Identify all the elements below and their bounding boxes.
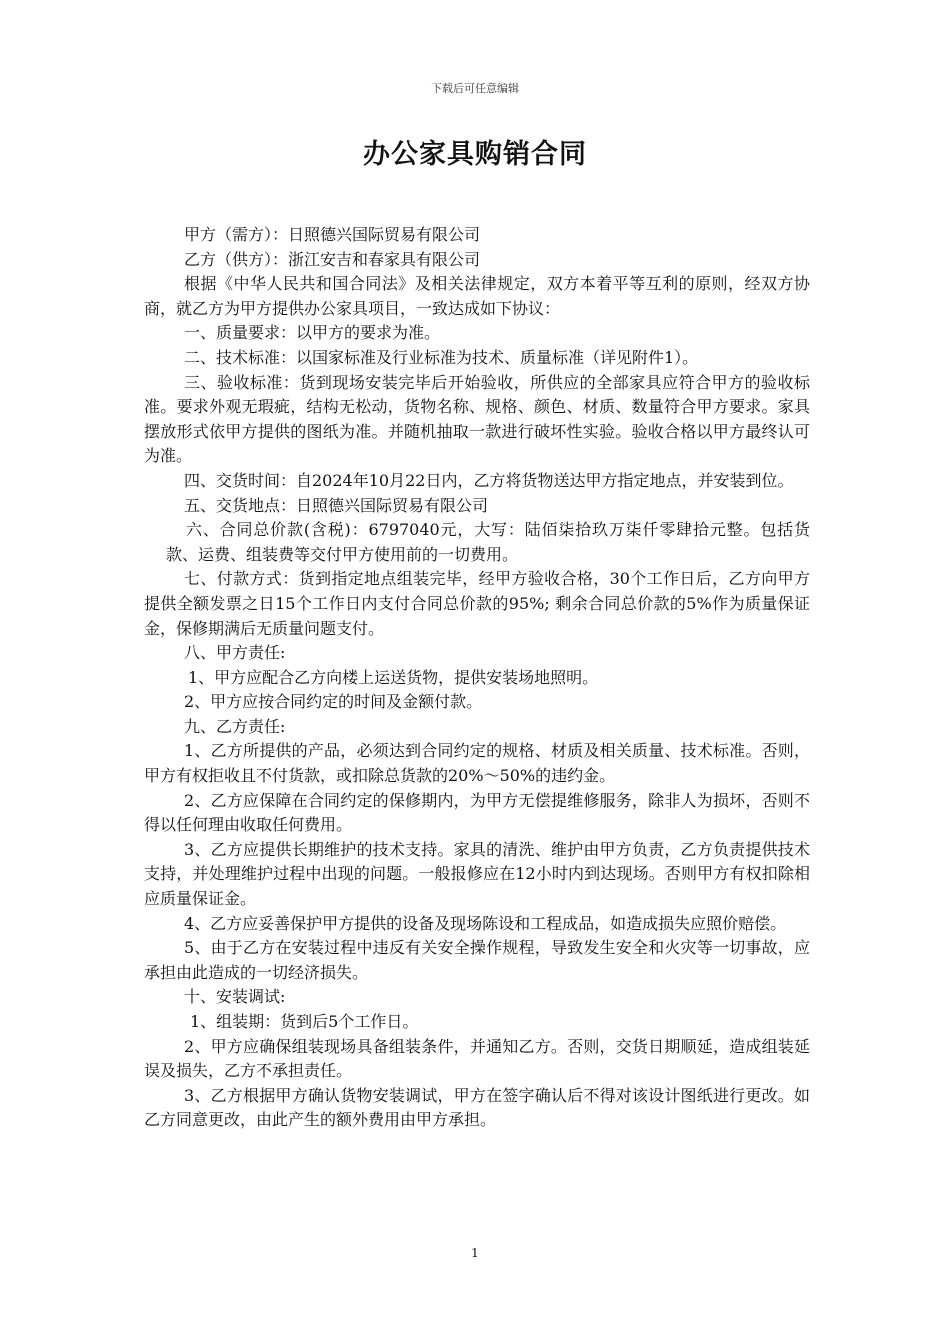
page-number: 1 [471,1246,479,1260]
clause-5-delivery-place: 五、交货地点：日照德兴国际贸易有限公司 [184,495,489,515]
clause-2-technical-standard: 二、技术标准：以国家标准及行业标准为技术、质量标准（详见附件1）。 [184,347,699,367]
clause-10-item-3: 3、乙方根据甲方确认货物安装调试，甲方在签字确认后不得对该设计图纸进行更改。如乙方同意更改，由此产生的额外费用由甲方承担。 [144,1085,810,1130]
clause-10-item-2: 2、甲方应确保组装现场具备组装条件，并通知乙方。否则，交货日期顺延，造成组装延误及损失，乙方不承担责任。 [144,1036,810,1081]
clause-4-delivery-time: 四、交货时间：自2024年10月22日内，乙方将货物送达甲方指定地点，并安装到位。 [184,470,794,490]
clause-8-item-2: 2、甲方应按合同约定的时间及金额付款。 [184,692,483,712]
clause-8-party-a-duties: 八、甲方责任: [184,643,286,663]
contract-title: 办公家具购销合同 [363,139,587,170]
clause-9-item-5: 5、由于乙方在安装过程中违反有关安全操作规程，导致发生安全和火灾等一切事故，应承担由此造成的一切经济损失。 [144,938,810,982]
clause-8-item-1: 1、甲方应配合乙方向楼上运送货物，提供安装场地照明。 [188,667,599,687]
clause-9-item-1: 1、乙方所提供的产品，必须达到合同约定的规格、材质及相关质量、技术标准。否则，甲方有权拒收且不付货款，或扣除总货款的20%～50%的违约金。 [144,741,810,786]
clause-10-item-1: 1、组装期：货到后5个工作日。 [190,1012,419,1031]
header-note: 下载后可任意编辑 [431,82,519,95]
party-a: 甲方（需方）：日照德兴国际贸易有限公司 [184,225,481,244]
clause-9-party-b-duties: 九、乙方责任: [184,716,286,736]
clause-3-acceptance: 三、验收标准：货到现场安装完毕后开始验收，所供应的全部家具应符合甲方的验收标准。要求外观无瑕疵，结构无松动，货物名称、规格、颜色、材质、数量符合甲方要求。家具摆放形式依甲方提供的图纸为准。并随机抽取一款进行破坏性实验。验收合格以甲方最终认可为准。 [144,372,810,466]
clause-7-payment: 七、付款方式：货到指定地点组装完毕，经甲方验收合格，30个工作日后，乙方向甲方提供全额发票之日15个工作日内支付合同总价款的95%; 剩余合同总价款的5%作为质量保证金，保修期满后无质量问题支付。 [144,569,810,638]
clause-9-item-2: 2、乙方应保障在合同约定的保修期内，为甲方无偿提维修服务，除非人为损坏，否则不得以任何理由收取任何费用。 [144,790,810,835]
clause-9-item-4: 4、乙方应妥善保护甲方提供的设备及现场陈设和工程成品，如造成损失应照价赔偿。 [184,913,787,933]
party-b: 乙方（供方）：浙江安吉和春家具有限公司 [184,249,481,269]
preamble: 根据《中华人民共和国合同法》及相关法律规定，双方本着平等互利的原则，经双方协商，就乙方为甲方提供办公家具项目，一致达成如下协议： [144,274,810,318]
clause-10-installation: 十、安装调试: [184,987,286,1007]
clause-6-price: 六、合同总价款(含税)：6797040元，大写：陆佰柒拾玖万柒仟零肆拾元整。包括货款、运费、组装费等交付甲方使用前的一切费用。 [166,520,810,564]
contract-body [144,223,810,1133]
clause-9-item-3: 3、乙方应提供长期维护的技术支持。家具的清洗、维护由甲方负责，乙方负责提供技术支持，并处理维护过程中出现的问题。一般报修应在12小时内到达现场。否则甲方有权扣除相应质量保证金。 [144,839,810,909]
clause-1-quality: 一、质量要求：以甲方的要求为准。 [184,323,441,343]
